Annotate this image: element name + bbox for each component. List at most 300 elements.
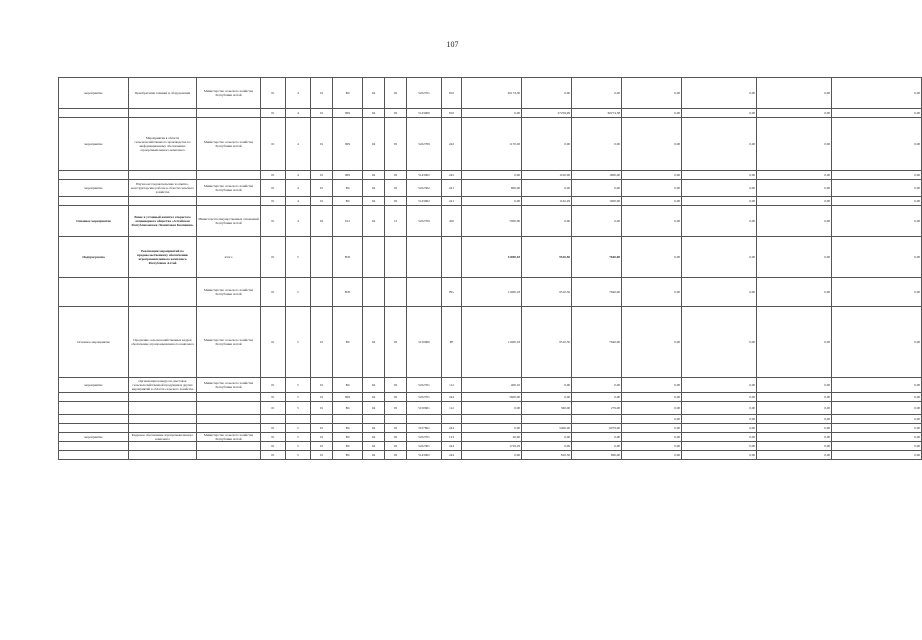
table-cell: 0,00 <box>832 307 922 378</box>
table-cell: 0,00 <box>622 393 682 402</box>
table-cell <box>129 415 197 424</box>
table-cell <box>59 424 129 433</box>
table-row <box>59 393 922 402</box>
table-cell: 909 <box>333 109 363 118</box>
table-cell: 7640,00 <box>572 237 622 278</box>
table-cell: Bd <box>333 424 363 433</box>
table-cell <box>385 278 407 307</box>
page-number: 107 <box>446 40 459 49</box>
table-cell: 05 <box>385 442 407 451</box>
table-cell: 0,00 <box>462 424 522 433</box>
table-cell: 0,00 <box>622 237 682 278</box>
table-cell <box>59 451 129 460</box>
table-cell: 909 <box>333 118 363 171</box>
table-cell: Министерство имущественных отношений Республики Алтай <box>197 206 261 237</box>
table-cell <box>197 424 261 433</box>
table-cell <box>333 415 363 424</box>
table-cell: 0,00 <box>682 197 757 206</box>
table-cell: 0,00 <box>757 378 832 393</box>
table-row <box>59 197 922 206</box>
table-cell: PE <box>442 307 462 378</box>
table-cell: 5222701 <box>407 393 442 402</box>
table-cell: 4 <box>286 206 311 237</box>
table-cell: 5222701 <box>407 378 442 393</box>
table-cell: 05 <box>385 393 407 402</box>
table-cell: 01 <box>311 393 333 402</box>
table-cell: 0,00 <box>572 378 622 393</box>
table-cell: 5150600 <box>407 307 442 378</box>
table-cell: Bd <box>333 180 363 197</box>
table-cell: 5150601 <box>407 402 442 415</box>
table-cell: 5 <box>286 424 311 433</box>
table-cell: 26174,30 <box>462 78 522 109</box>
table-cell: 0,00 <box>757 424 832 433</box>
table-cell: 0,00 <box>757 307 832 378</box>
table-cell: 0,00 <box>757 237 832 278</box>
table-cell: 01 <box>261 78 286 109</box>
table-cell <box>311 237 333 278</box>
table-cell: 0,00 <box>462 197 522 206</box>
table-cell: мероприятие <box>59 180 129 197</box>
table-cell: 01 <box>261 109 286 118</box>
table-cell: 5222709 <box>407 118 442 171</box>
table-cell: 04 <box>363 78 385 109</box>
table-cell <box>311 415 333 424</box>
table-cell: 0,00 <box>757 171 832 180</box>
table-cell: 04 <box>363 109 385 118</box>
table-cell: 0,00 <box>572 180 622 197</box>
table-cell: Взнос в уставный капитал открытого акционерного общества «Алтайская Республиканская Лизинговая Компания» <box>129 206 197 237</box>
table-cell <box>522 415 572 424</box>
table-row <box>59 78 922 109</box>
table-cell <box>59 393 129 402</box>
table-cell: 1000,00 <box>572 197 622 206</box>
table-cell: Министерство сельского хозяйства Республики Алтай <box>197 307 261 378</box>
table-cell: 0,00 <box>757 402 832 415</box>
table-cell: 6079,00 <box>572 424 622 433</box>
table-row <box>59 118 922 171</box>
table-cell <box>286 415 311 424</box>
table-cell: 0,00 <box>522 433 572 442</box>
table-cell: 0,00 <box>572 442 622 451</box>
table-cell: 01 <box>261 171 286 180</box>
table-cell: 5 <box>286 451 311 460</box>
table-cell: 1729,29 <box>462 442 522 451</box>
table-cell: 0,00 <box>832 118 922 171</box>
table-cell: 0,00 <box>522 180 572 197</box>
table-cell: 0,00 <box>832 237 922 278</box>
table-row <box>59 378 922 393</box>
table-cell: 5222701 <box>407 78 442 109</box>
table-cell: 1100,00 <box>522 171 572 180</box>
table-cell <box>407 415 442 424</box>
table-cell: 4 <box>286 171 311 180</box>
table-cell: 0,00 <box>682 415 757 424</box>
table-cell <box>363 237 385 278</box>
table-cell: Министерство сельского хозяйства Республики Алтай <box>197 433 261 442</box>
table-cell: 244 <box>442 424 462 433</box>
table-cell <box>197 171 261 180</box>
table-cell: 0,00 <box>832 402 922 415</box>
table-cell: 810 <box>442 109 462 118</box>
table-cell: 01 <box>311 307 333 378</box>
table-cell: Bd <box>333 442 363 451</box>
table-cell: 01 <box>311 402 333 415</box>
table-cell: 0,00 <box>622 118 682 171</box>
table-cell: 01 <box>261 180 286 197</box>
table-row <box>59 237 922 278</box>
table-cell: Основное мероприятие <box>59 206 129 237</box>
table-cell <box>197 393 261 402</box>
table-cell: 0,00 <box>622 424 682 433</box>
table-cell <box>129 109 197 118</box>
table-cell <box>385 237 407 278</box>
table-cell: 5143002 <box>407 171 442 180</box>
table-cell: 01 <box>261 442 286 451</box>
table-cell: 912 <box>333 206 363 237</box>
table-cell <box>197 402 261 415</box>
table-cell: 5 <box>286 237 311 278</box>
table-cell <box>59 109 129 118</box>
table-row <box>59 180 922 197</box>
table-cell: 0,00 <box>622 433 682 442</box>
table-cell: 7640,00 <box>572 278 622 307</box>
table-cell <box>129 197 197 206</box>
table-cell <box>129 393 197 402</box>
table-cell: 0,00 <box>757 206 832 237</box>
table-cell: 0,00 <box>622 451 682 460</box>
table-cell: 01 <box>261 206 286 237</box>
table-cell: 0,00 <box>572 393 622 402</box>
table-cell: 0,00 <box>757 433 832 442</box>
table-cell: 360,00 <box>522 402 572 415</box>
table-cell <box>572 415 622 424</box>
table-cell: 0,00 <box>682 109 757 118</box>
table-cell: 05 <box>385 197 407 206</box>
table-cell: 0,00 <box>757 442 832 451</box>
table-cell: 0,00 <box>462 451 522 460</box>
table-cell: 01 <box>311 118 333 171</box>
table-cell: Реализация мероприятий по продовольственному обеспечению агропромышленного комплекса Республики Алтай <box>129 237 197 278</box>
table-cell: 0,00 <box>757 78 832 109</box>
table-row <box>59 402 922 415</box>
table-cell: 01 <box>261 451 286 460</box>
table-cell: Bd <box>333 197 363 206</box>
table-cell: 01 <box>311 424 333 433</box>
table-cell: 5400,00 <box>522 424 572 433</box>
table-cell <box>59 171 129 180</box>
table-cell: 0,00 <box>832 442 922 451</box>
table-cell: 242 <box>442 118 462 171</box>
table-cell: Приобретение техники и оборудования <box>129 78 197 109</box>
table-cell: 05 <box>385 424 407 433</box>
table-cell: Организация конкурсов, выставок сельскохозяйственной продукции и других мероприятий в области сельского хозяйства <box>129 378 197 393</box>
table-cell: 11000,18 <box>462 237 522 278</box>
table-cell: 5143000 <box>407 109 442 118</box>
table-cell: 11000,18 <box>462 278 522 307</box>
table-cell: 0,00 <box>832 171 922 180</box>
table-cell: 0,00 <box>682 118 757 171</box>
table-cell: 0,00 <box>682 180 757 197</box>
table-cell: 0,00 <box>682 78 757 109</box>
table-cell: 04 <box>363 180 385 197</box>
table-cell: 0,00 <box>757 278 832 307</box>
table-cell: 5222701 <box>407 433 442 442</box>
table-cell: 7000,00 <box>462 206 522 237</box>
table-cell: 04 <box>363 433 385 442</box>
table-cell: 05 <box>385 171 407 180</box>
table-cell: 01 <box>261 378 286 393</box>
table-cell: 400,10 <box>462 378 522 393</box>
table-cell: Министерство сельского хозяйства Республики Алтай <box>197 78 261 109</box>
table-cell: 279,00 <box>572 402 622 415</box>
table-cell: 0,00 <box>572 433 622 442</box>
table-row <box>59 424 922 433</box>
table-cell: 5143002 <box>407 197 442 206</box>
table-cell <box>59 197 129 206</box>
table-cell: 01 <box>311 433 333 442</box>
table-cell: 0,00 <box>572 206 622 237</box>
table-cell: 0,00 <box>757 180 832 197</box>
table-cell: 0,00 <box>832 433 922 442</box>
table-cell: 810 <box>442 78 462 109</box>
table-cell: 7640,00 <box>572 307 622 378</box>
table-row <box>59 307 922 378</box>
table-cell: 0,00 <box>462 171 522 180</box>
table-cell: Министерство сельского хозяйства Республики Алтай <box>197 378 261 393</box>
table-cell: 0,00 <box>622 197 682 206</box>
table-cell: 9510,50 <box>522 278 572 307</box>
table-cell: 9510,50 <box>522 237 572 278</box>
table-cell: 241 <box>442 180 462 197</box>
table-cell: 0,00 <box>832 424 922 433</box>
table-cell: 244 <box>442 451 462 460</box>
table-cell: 5 <box>286 307 311 378</box>
table-cell <box>129 278 197 307</box>
table-cell: Bd <box>333 78 363 109</box>
table-cell: Bd5 <box>333 237 363 278</box>
table-row <box>59 206 922 237</box>
table-cell <box>442 415 462 424</box>
table-cell: 04 <box>363 393 385 402</box>
table-cell: 4 <box>286 118 311 171</box>
table-cell <box>197 442 261 451</box>
table-cell: 01 <box>311 180 333 197</box>
table-cell: 12 <box>385 206 407 237</box>
table-cell: 0,00 <box>522 78 572 109</box>
table-cell: 04 <box>363 206 385 237</box>
table-cell <box>59 402 129 415</box>
table-cell: 01 <box>261 278 286 307</box>
table-cell: BG <box>442 278 462 307</box>
table-cell: 05 <box>385 433 407 442</box>
table-cell: 05 <box>385 118 407 171</box>
table-cell: 01 <box>311 171 333 180</box>
table-cell: 244 <box>442 393 462 402</box>
table-cell <box>129 442 197 451</box>
table-cell: 450 <box>442 206 462 237</box>
table-cell: Министерство сельского хозяйства Республики Алтай <box>197 180 261 197</box>
table-cell: 4 <box>286 109 311 118</box>
table-cell: 5 <box>286 402 311 415</box>
table-cell: 800,00 <box>462 180 522 197</box>
table-cell: Министерство сельского хозяйства Республики Алтай <box>197 278 261 307</box>
table-cell: 909 <box>333 393 363 402</box>
table-cell: 0,00 <box>682 433 757 442</box>
table-cell: 01 <box>311 378 333 393</box>
table-cell: 0,00 <box>522 206 572 237</box>
table-cell: 5 <box>286 278 311 307</box>
table-cell: 0,00 <box>622 402 682 415</box>
table-cell: 0,00 <box>832 451 922 460</box>
table-cell: 04 <box>363 402 385 415</box>
table-cell: 01 <box>311 451 333 460</box>
table-cell: 04 <box>363 118 385 171</box>
table-cell <box>462 415 522 424</box>
table-cell: 0,00 <box>682 424 757 433</box>
table-cell: 01 <box>261 393 286 402</box>
table-cell: мероприятие <box>59 433 129 442</box>
table-row <box>59 433 922 442</box>
table-cell: Мероприятия в области сельскохозяйственного производства по информационному обеспечению агропромышленного комплекса <box>129 118 197 171</box>
table-cell: 242 <box>442 171 462 180</box>
table-cell: 5157601 <box>407 424 442 433</box>
table-cell: Основное мероприятие <box>59 307 129 378</box>
table-cell: 20,00 <box>462 433 522 442</box>
table-cell: 0,00 <box>757 118 832 171</box>
table-cell: 0,00 <box>622 278 682 307</box>
table-cell: 1162,29 <box>522 197 572 206</box>
table-cell: 01 <box>311 442 333 451</box>
table-cell <box>197 197 261 206</box>
table-cell: 0,00 <box>757 451 832 460</box>
table-cell: 112 <box>442 402 462 415</box>
table-cell: Продление сельскохозяйственных кадров обеспечение агропромышленного комплекса <box>129 307 197 378</box>
table-cell <box>129 424 197 433</box>
table-cell: 1170,00 <box>462 118 522 171</box>
table-cell: мероприятие <box>59 378 129 393</box>
table-cell: итого <box>197 237 261 278</box>
table-cell: 4 <box>286 180 311 197</box>
table-cell: 0,00 <box>622 378 682 393</box>
table-cell: 0,00 <box>522 378 572 393</box>
table-cell: 5 <box>286 393 311 402</box>
table-cell: 05 <box>385 307 407 378</box>
table-cell: 0,00 <box>682 378 757 393</box>
table-cell: 0,00 <box>572 118 622 171</box>
table-cell: 02 <box>311 206 333 237</box>
table-cell: 05 <box>385 378 407 393</box>
table-cell: 0,00 <box>622 78 682 109</box>
table-cell: Кадровое обеспечение агропромышленного комплекса <box>129 433 197 442</box>
table-cell: Bd <box>333 433 363 442</box>
table-cell: 01 <box>261 424 286 433</box>
table-cell: 0,00 <box>832 180 922 197</box>
table-cell: 0,00 <box>622 109 682 118</box>
table-cell: 0,00 <box>462 109 522 118</box>
table-cell: 0,00 <box>682 278 757 307</box>
table-cell: 4 <box>286 197 311 206</box>
table-cell <box>407 237 442 278</box>
table-cell: 0,00 <box>622 442 682 451</box>
table-cell: 1900,00 <box>572 171 622 180</box>
table-cell <box>407 278 442 307</box>
table-cell: 0,00 <box>522 118 572 171</box>
table-cell: 5222302 <box>407 180 442 197</box>
table-cell: 04 <box>363 171 385 180</box>
table-cell: 0,00 <box>682 442 757 451</box>
table-cell: Bd5 <box>333 278 363 307</box>
table-cell: 0,00 <box>757 109 832 118</box>
table-row <box>59 278 922 307</box>
table-cell <box>363 278 385 307</box>
table-cell: 01 <box>261 307 286 378</box>
table-cell: 810,50 <box>522 451 572 460</box>
table-cell: 11000,18 <box>462 307 522 378</box>
table-cell: 0,00 <box>572 78 622 109</box>
table-cell: 9510,50 <box>522 307 572 378</box>
table-cell: 909 <box>333 171 363 180</box>
table-cell: 04 <box>363 451 385 460</box>
table-cell: Министерство сельского хозяйства Республики Алтай <box>197 118 261 171</box>
table-cell: 0,00 <box>682 206 757 237</box>
table-cell: Bd <box>333 402 363 415</box>
table-cell: 04 <box>363 442 385 451</box>
table-cell: 01 <box>261 433 286 442</box>
table-row <box>59 109 922 118</box>
table-cell: 0,00 <box>832 393 922 402</box>
table-cell: 112 <box>442 378 462 393</box>
table-cell: 5222709 <box>407 206 442 237</box>
table-cell: Научно-исследовательские и опытно-конструкторские работы в области сельского хозяйства <box>129 180 197 197</box>
table-cell: 123 <box>442 433 462 442</box>
table-cell: 01 <box>311 197 333 206</box>
table-cell <box>311 278 333 307</box>
table-cell <box>59 442 129 451</box>
table-cell: 0,00 <box>682 402 757 415</box>
table-cell: 0,00 <box>832 109 922 118</box>
table-cell: 0,00 <box>622 180 682 197</box>
table-cell: 5143002 <box>407 451 442 460</box>
table-cell: 05 <box>385 78 407 109</box>
table-cell: 0,00 <box>832 415 922 424</box>
table-cell: мероприятие <box>59 78 129 109</box>
table-cell: 01 <box>261 402 286 415</box>
table-cell: 05 <box>385 402 407 415</box>
table-cell: 900,00 <box>572 451 622 460</box>
table-cell <box>129 171 197 180</box>
table-cell <box>442 237 462 278</box>
table-cell: 5600,00 <box>462 393 522 402</box>
table-cell: 60274,38 <box>572 109 622 118</box>
table-cell: 04 <box>363 424 385 433</box>
table-cell <box>59 278 129 307</box>
table-cell: 244 <box>442 442 462 451</box>
table-cell: 0,00 <box>757 415 832 424</box>
table-cell: 01 <box>311 78 333 109</box>
table-cell <box>261 415 286 424</box>
table-cell: Bd <box>333 307 363 378</box>
table-cell: мероприятие <box>59 118 129 171</box>
table-row <box>59 415 922 424</box>
table-cell: 0,00 <box>682 171 757 180</box>
table-cell: 27259,99 <box>522 109 572 118</box>
table-cell: 01 <box>311 109 333 118</box>
table-cell: 01 <box>261 237 286 278</box>
table-cell <box>385 415 407 424</box>
table-cell: Bd <box>333 451 363 460</box>
table-cell: 0,00 <box>757 393 832 402</box>
